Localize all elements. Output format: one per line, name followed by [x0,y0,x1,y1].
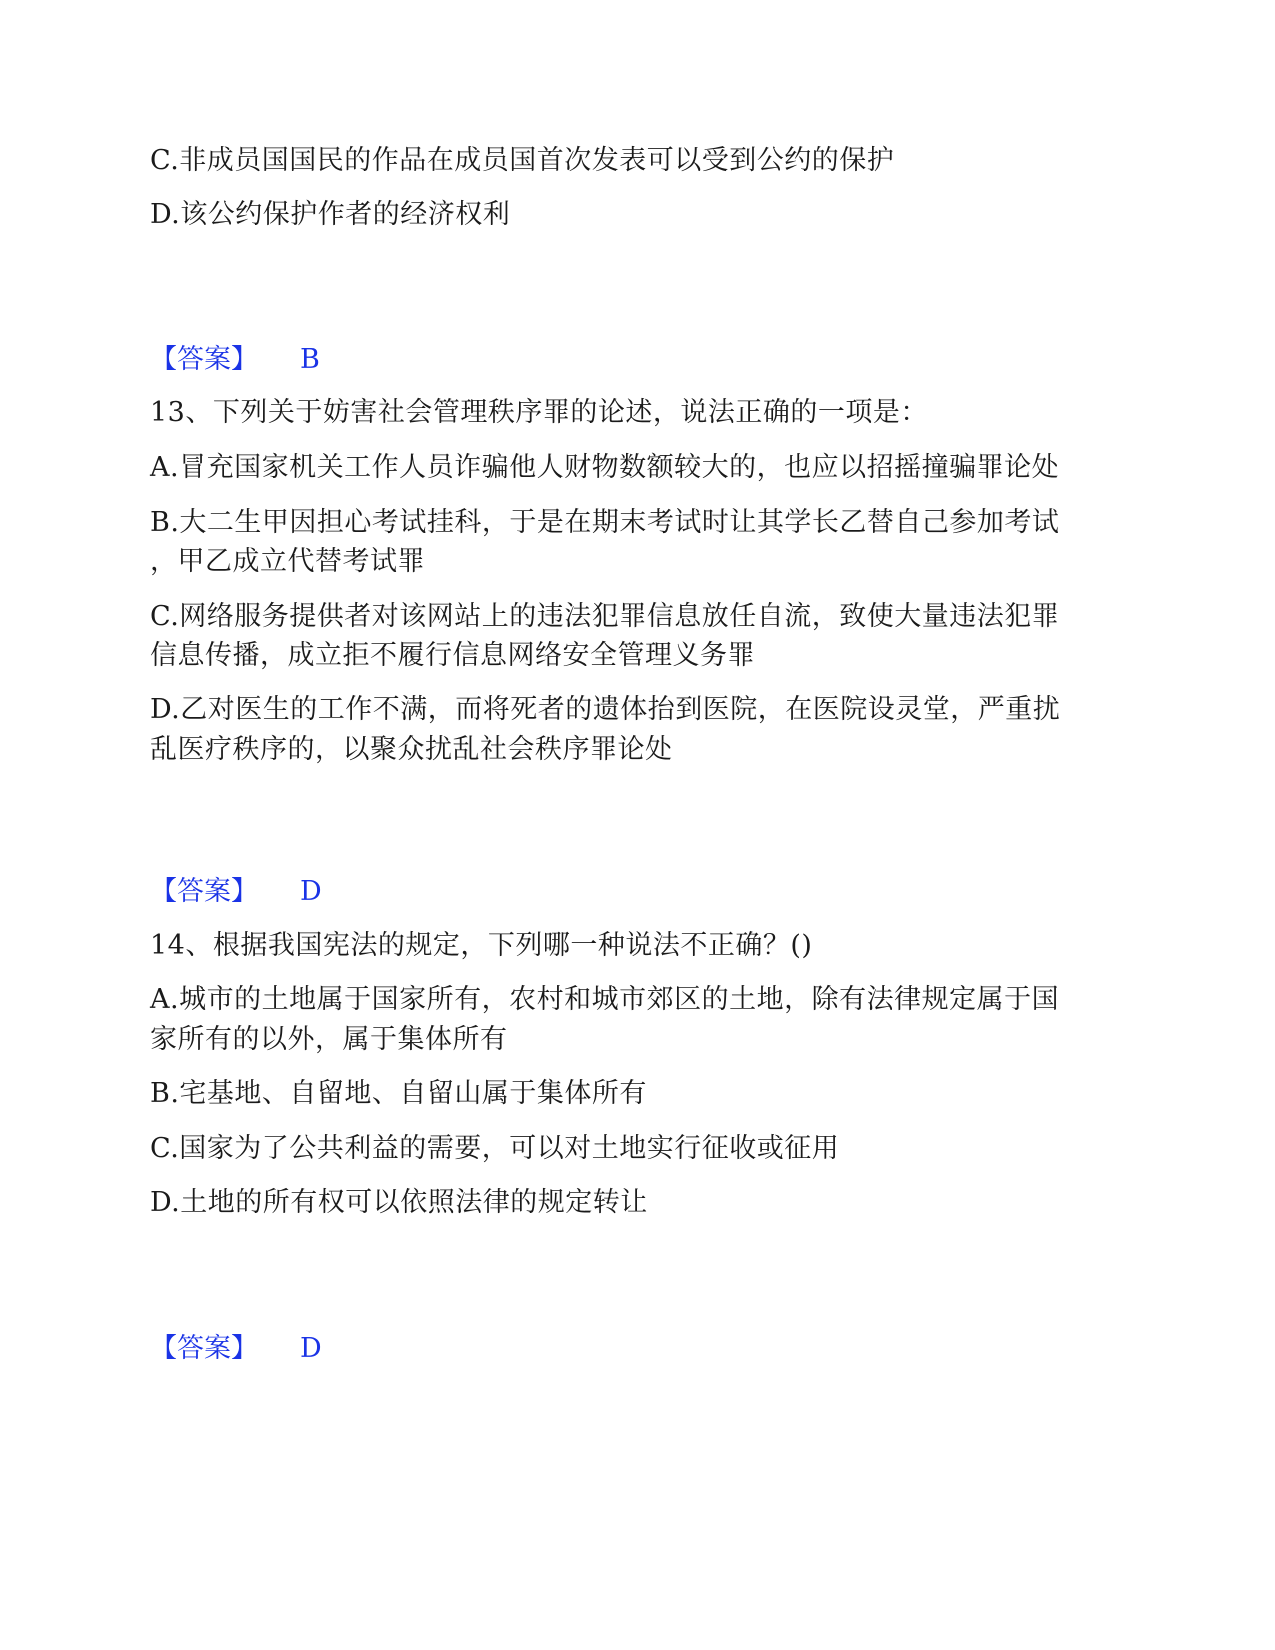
answer-value: B [300,344,320,375]
q13-stem: 13、下列关于妨害社会管理秩序罪的论述，说法正确的一项是： [150,397,928,428]
q14-stem: 14、根据我国宪法的规定，下列哪一种说法不正确？() [150,930,813,961]
q13-option-d-line2: 乱医疗秩序的，以聚众扰乱社会秩序罪论处 [150,734,673,765]
answer-label: 【答案】 [150,876,258,907]
q13-option-a: A.冒充国家机关工作人员诈骗他人财物数额较大的，也应以招摇撞骗罪论处 [150,452,1060,483]
answer-label: 【答案】 [150,1333,258,1364]
answer-12 [150,344,320,376]
q14-option-b: B.宅基地、自留地、自留山属于集体所有 [150,1078,647,1109]
q14-option-a-line2: 家所有的以外，属于集体所有 [150,1024,508,1055]
answer-value: D [300,1333,322,1364]
q13-option-b-line1: B.大二生甲因担心考试挂科，于是在期末考试时让其学长乙替自己参加考试 [150,507,1060,538]
q13-option-d-line1: D.乙对医生的工作不满，而将死者的遗体抬到医院，在医院设灵堂，严重扰 [150,694,1061,725]
answer-14 [150,1333,322,1365]
q13-option-c-line2: 信息传播，成立拒不履行信息网络安全管理义务罪 [150,640,755,671]
prev-option-d: D.该公约保护作者的经济权利 [150,199,511,230]
q14-option-a-line1: A.城市的土地属于国家所有，农村和城市郊区的土地，除有法律规定属于国 [150,984,1060,1015]
answer-value: D [300,876,322,907]
q13-option-c-line1: C.网络服务提供者对该网站上的违法犯罪信息放任自流，致使大量违法犯罪 [150,601,1060,632]
q13-option-b-line2: ，甲乙成立代替考试罪 [150,546,425,577]
answer-13 [150,876,322,908]
answer-label: 【答案】 [150,344,258,375]
q14-option-c: C.国家为了公共利益的需要，可以对土地实行征收或征用 [150,1133,840,1164]
q14-option-d: D.土地的所有权可以依照法律的规定转让 [150,1187,648,1218]
prev-option-c: C.非成员国国民的作品在成员国首次发表可以受到公约的保护 [150,145,895,176]
